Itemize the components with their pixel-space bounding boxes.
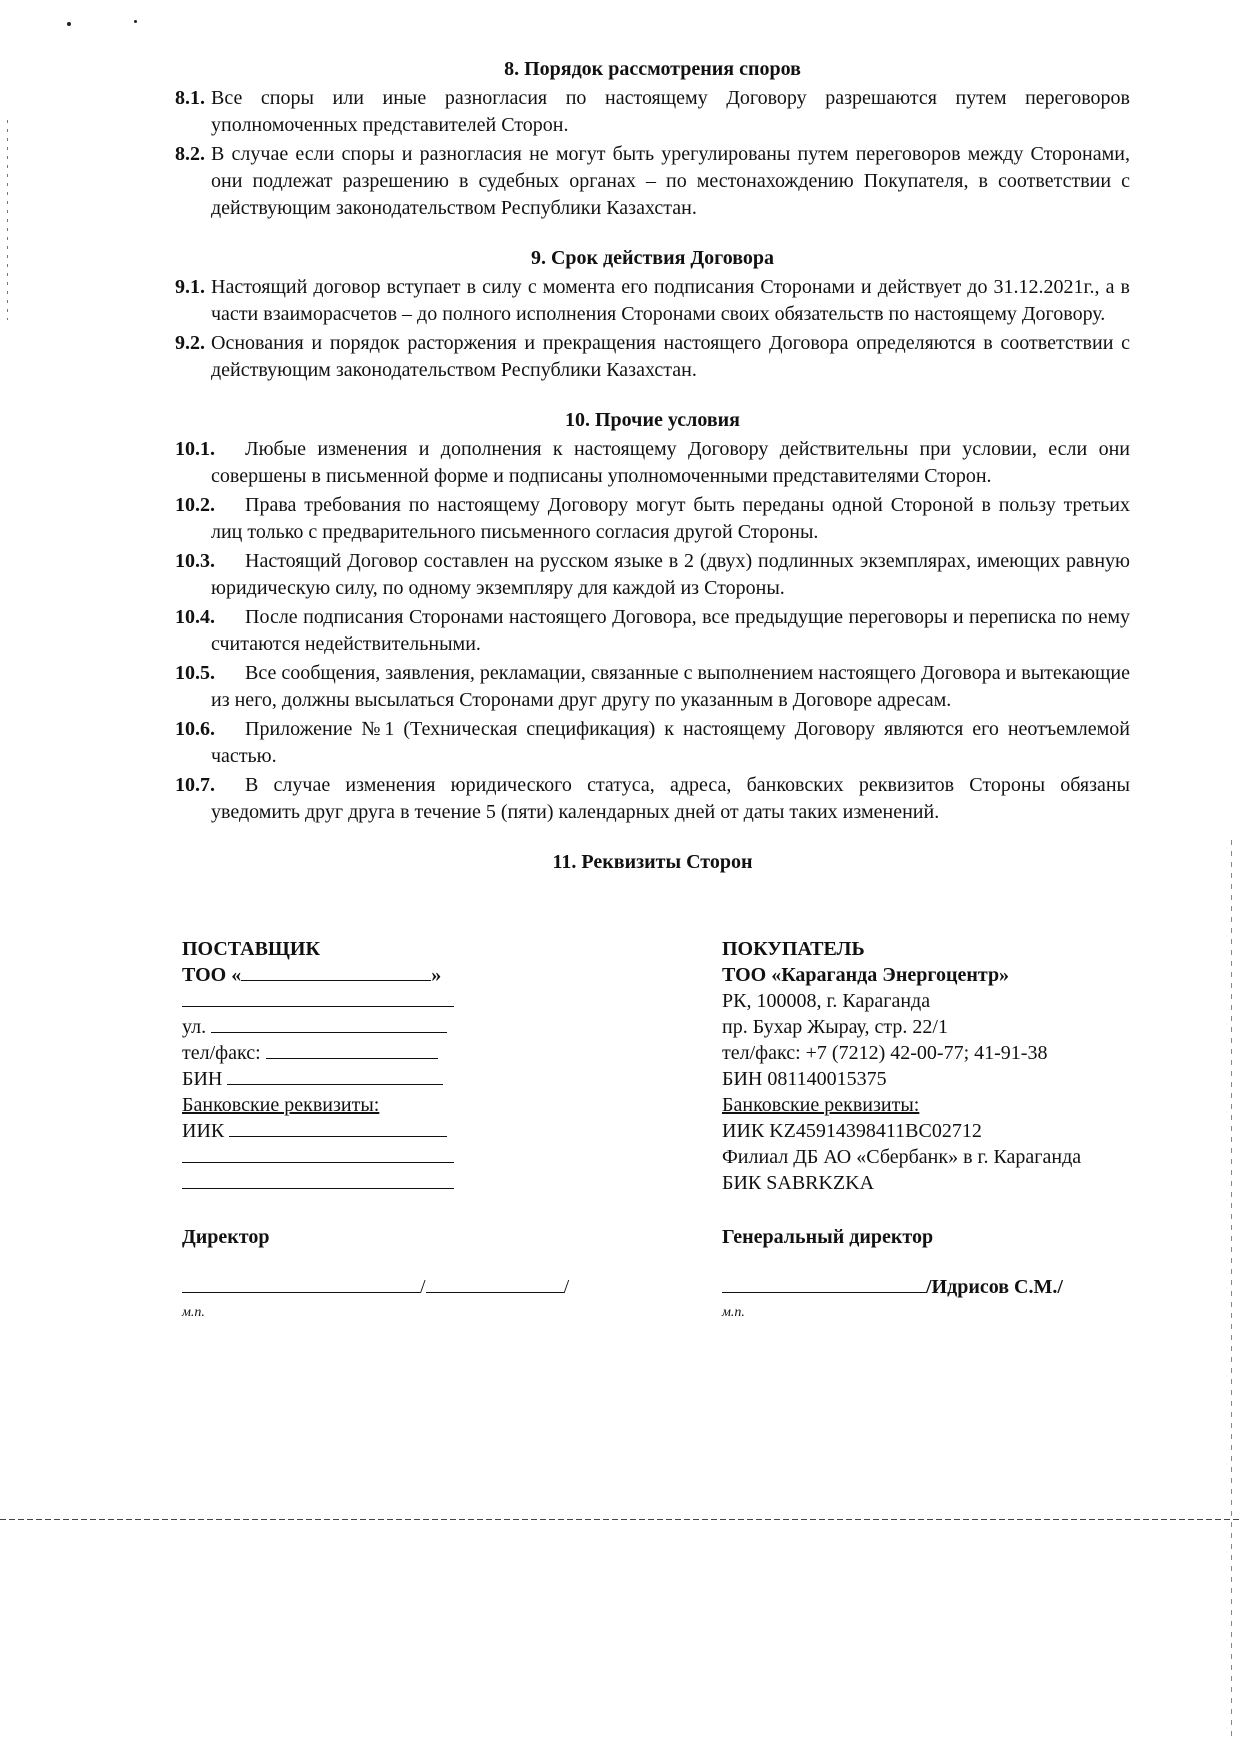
buyer-bin: БИН 081140015375	[722, 1068, 887, 1090]
blank-line	[266, 1040, 438, 1059]
supplier-iik	[182, 1118, 462, 1144]
buyer-address-1: РК, 100008, г. Караганда	[722, 990, 931, 1012]
clause-number: 10.4.	[175, 606, 215, 628]
supplier-blank-row	[182, 1170, 462, 1196]
clause-10-4	[175, 604, 1130, 658]
buyer-block	[722, 936, 1142, 1326]
supplier-org	[182, 962, 462, 988]
bank-heading-label: Банковские реквизиты:	[182, 1094, 380, 1116]
supplier-org-line	[241, 962, 431, 981]
buyer-signature-row	[722, 1274, 1142, 1300]
supplier-bin	[182, 1066, 462, 1092]
scan-cut-line	[0, 1519, 1240, 1520]
supplier-phone	[182, 1040, 462, 1066]
bin-label: БИН	[182, 1068, 223, 1090]
clause-10-1	[175, 436, 1130, 490]
signature-line	[182, 1274, 420, 1293]
clause-number: 9.2.	[175, 332, 205, 354]
blank-line	[182, 988, 454, 1007]
clause-number: 8.1.	[175, 87, 205, 109]
street-label: ул.	[182, 1016, 207, 1038]
blank-line	[182, 1170, 454, 1189]
clause-number: 10.5.	[175, 662, 215, 684]
clause-number: 10.7.	[175, 774, 215, 796]
supplier-position: Директор	[182, 1226, 270, 1248]
clause-text: Все споры или иные разногласия по настоящему Договору разрешаются путем переговоров уполномоченных представителей Сторон.	[211, 87, 1130, 136]
supplier-stamp-place: м.п.	[182, 1305, 205, 1320]
blank-line	[227, 1066, 443, 1085]
section-11-title: 11. Реквизиты Сторон	[552, 851, 753, 873]
clause-8-2	[175, 141, 1130, 222]
clause-number: 8.2.	[175, 143, 205, 165]
buyer-org: ТОО «Караганда Энергоцентр»	[722, 964, 1010, 986]
clause-text: Приложение №1 (Техническая спецификация) к настоящему Договору являются его неотъемлемой частью.	[211, 718, 1130, 767]
clause-10-3	[175, 548, 1130, 602]
buyer-address-2: пр. Бухар Жырау, стр. 22/1	[722, 1016, 948, 1038]
supplier-org-prefix: ТОО «	[182, 964, 242, 986]
clause-number: 9.1.	[175, 276, 205, 298]
supplier-blank-row	[182, 1144, 462, 1170]
contract-body	[175, 56, 1130, 878]
clause-9-2	[175, 330, 1130, 384]
scan-edge-right	[1231, 840, 1232, 1740]
buyer-stamp-place: м.п.	[722, 1305, 745, 1320]
name-line	[426, 1274, 564, 1293]
scan-edge-left	[7, 120, 8, 320]
signature-slash: /	[420, 1276, 426, 1298]
buyer-bank: Филиал ДБ АО «Сбербанк» в г. Караганда	[722, 1146, 1082, 1168]
clause-text: В случае если споры и разногласия не могут быть урегулированы путем переговоров между Сторонами, они подлежат разрешению в судебных органах – по местонахождению Покупателя, в соответствии с действующим законодательством Республики Казахстан.	[211, 143, 1130, 219]
clause-number: 10.6.	[175, 718, 215, 740]
spacer	[722, 1250, 1142, 1274]
buyer-position: Генеральный директор	[722, 1226, 934, 1248]
clause-number: 10.2.	[175, 494, 215, 516]
buyer-bank-heading	[722, 1092, 1142, 1118]
clause-text: Настоящий договор вступает в силу с момента его подписания Сторонами и действует до 31.12.2021г., а в части взаиморасчетов – до полного исполнения Сторонами своих обязательств по настоящему Договору.	[211, 276, 1130, 325]
clause-text: После подписания Сторонами настоящего Договора, все предыдущие переговоры и переписка по нему считаются недействительными.	[211, 606, 1130, 655]
clause-text: Настоящий Договор составлен на русском языке в 2 (двух) подлинных экземплярах, имеющих равную юридическую силу, по одному экземпляру для каждой из Стороны.	[211, 550, 1130, 599]
buyer-bik: БИК SABRKZKA	[722, 1172, 875, 1194]
blank-line	[182, 1144, 454, 1163]
supplier-heading: ПОСТАВЩИК	[182, 938, 320, 960]
clause-9-1	[175, 274, 1130, 328]
section-8-title: 8. Порядок рассмотрения споров	[504, 58, 801, 80]
buyer-heading: ПОКУПАТЕЛЬ	[722, 938, 865, 960]
clause-10-2	[175, 492, 1130, 546]
supplier-blank-row	[182, 988, 462, 1014]
clause-text: Любые изменения и дополнения к настоящему Договору действительны при условии, если они совершены в письменной форме и подписаны уполномоченными представителями Сторон.	[211, 438, 1130, 487]
iik-label: ИИК	[182, 1120, 225, 1142]
clause-number: 10.3.	[175, 550, 215, 572]
spacer	[722, 1196, 1142, 1224]
supplier-bank-heading	[182, 1092, 462, 1118]
spacer	[182, 1250, 462, 1274]
scan-speck	[67, 22, 71, 26]
supplier-block	[182, 936, 570, 1326]
buyer-phone: тел/факс: +7 (7212) 42-00-77; 41-91-38	[722, 1042, 1048, 1064]
clause-text: Все сообщения, заявления, рекламации, связанные с выполнением настоящего Договора и вытекающие из него, должны высылаться Сторонами друг другу по указанным в Договоре адресам.	[211, 662, 1130, 711]
clause-text: Права требования по настоящему Договору могут быть переданы одной Стороной в пользу третьих лиц только с предварительного письменного согласия другой Стороны.	[211, 494, 1130, 543]
clause-10-7	[175, 772, 1130, 826]
clause-text: Основания и порядок расторжения и прекращения настоящего Договора определяются в соответствии с действующим законодательством Республики Казахстан.	[211, 332, 1130, 381]
clause-number: 10.1.	[175, 438, 215, 460]
phone-label: тел/факс:	[182, 1042, 261, 1064]
bank-heading-label: Банковские реквизиты:	[722, 1094, 920, 1116]
clause-10-5	[175, 660, 1130, 714]
buyer-iik: ИИК KZ45914398411BC02712	[722, 1120, 982, 1142]
spacer	[182, 1196, 462, 1224]
signatory-name: /Идрисов С.М./	[926, 1276, 1063, 1298]
signature-line	[722, 1274, 926, 1293]
clause-text: В случае изменения юридического статуса, адреса, банковских реквизитов Стороны обязаны уведомить друг друга в течение 5 (пяти) календарных дней от даты таких изменений.	[211, 774, 1130, 823]
section-10-title: 10. Прочие условия	[565, 409, 740, 431]
supplier-org-suffix: »	[431, 964, 442, 986]
scan-speck	[134, 20, 137, 23]
signature-slash: /	[563, 1276, 570, 1298]
clause-8-1	[175, 85, 1130, 139]
section-9-title: 9. Срок действия Договора	[530, 247, 775, 269]
clause-10-6	[175, 716, 1130, 770]
supplier-street	[182, 1014, 462, 1040]
blank-line	[229, 1118, 447, 1137]
supplier-signature-row	[182, 1274, 570, 1300]
blank-line	[211, 1014, 447, 1033]
